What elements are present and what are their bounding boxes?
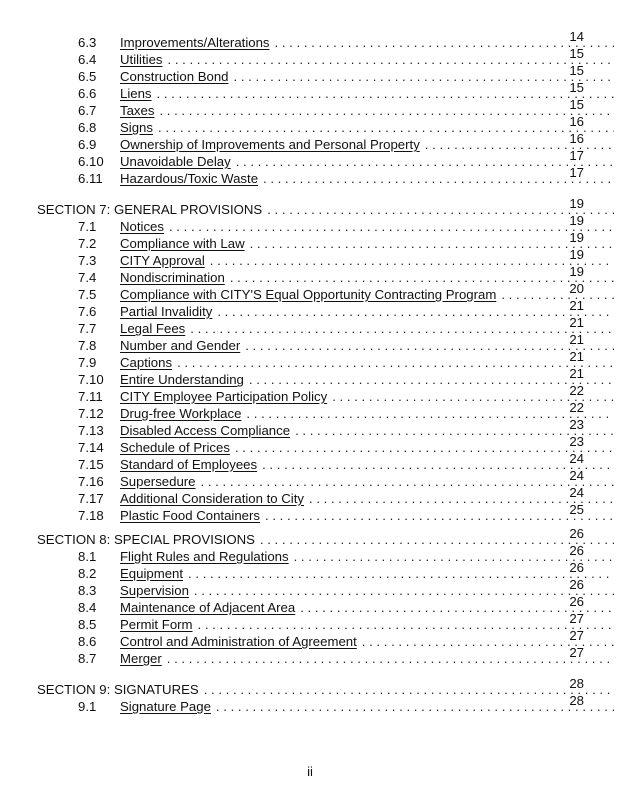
entry-page: 24 — [569, 468, 584, 483]
toc-entry — [0, 468, 620, 489]
entry-title: CITY Employee Participation Policy — [120, 389, 328, 404]
toc-entry — [0, 485, 620, 506]
entry-number: 7.6 — [78, 304, 97, 319]
entry-page: 21 — [569, 298, 584, 313]
entry-title: Control and Administration of Agreement — [120, 634, 357, 649]
page-folio: ii — [307, 764, 313, 779]
entry-page: 27 — [569, 611, 584, 626]
toc-entry — [0, 594, 620, 615]
entry-title: Compliance with CITY'S Equal Opportunity Contracting Program — [120, 287, 497, 302]
toc-entry — [0, 451, 620, 472]
entry-page: 15 — [569, 63, 584, 78]
entry-number: 6.6 — [78, 86, 97, 101]
entry-title: Flight Rules and Regulations — [120, 549, 289, 564]
entry-page: 22 — [569, 383, 584, 398]
entry-page: 14 — [569, 29, 584, 44]
toc-entry — [0, 63, 620, 84]
entry-number: 7.13 — [78, 423, 104, 438]
entry-page: 25 — [569, 502, 584, 517]
toc-entry — [0, 611, 620, 632]
entry-number: 8.7 — [78, 651, 97, 666]
entry-title: Hazardous/Toxic Waste — [120, 171, 259, 186]
entry-title: Unavoidable Delay — [120, 154, 231, 169]
entry-number: 8.5 — [78, 617, 97, 632]
entry-number: 7.3 — [78, 253, 97, 268]
toc-entry — [0, 577, 620, 598]
entry-page: 23 — [569, 417, 584, 432]
dot-leader — [158, 120, 614, 135]
entry-number: 8.4 — [78, 600, 97, 615]
toc-entry — [0, 400, 620, 421]
entry-number: 6.9 — [78, 137, 97, 152]
dot-leader — [230, 270, 614, 285]
dot-leader — [168, 52, 615, 67]
entry-number: 7.12 — [78, 406, 104, 421]
entry-title: Entire Understanding — [120, 372, 244, 387]
entry-page: 16 — [569, 114, 584, 129]
entry-title: CITY Approval — [120, 253, 205, 268]
toc-entry — [0, 114, 620, 135]
entry-title: Disabled Access Compliance — [120, 423, 291, 438]
toc-entry — [0, 434, 620, 455]
section-page: 26 — [569, 526, 584, 541]
entry-title: Standard of Employees — [120, 457, 258, 472]
entry-page: 26 — [569, 577, 584, 592]
entry-number: 7.15 — [78, 457, 104, 472]
entry-page: 26 — [569, 560, 584, 575]
entry-title: Captions — [120, 355, 173, 370]
dot-leader — [177, 355, 614, 370]
entry-title: Partial Invalidity — [120, 304, 213, 319]
entry-number: 6.8 — [78, 120, 97, 135]
entry-page: 21 — [569, 315, 584, 330]
dot-leader — [246, 406, 614, 421]
dot-leader — [194, 583, 614, 598]
entry-page: 24 — [569, 485, 584, 500]
toc-entry — [0, 502, 620, 523]
dot-leader — [235, 440, 614, 455]
section-title: SECTION 9: SIGNATURES — [37, 682, 199, 697]
toc-entry — [0, 349, 620, 370]
entry-number: 6.5 — [78, 69, 97, 84]
entry-page: 17 — [569, 148, 584, 163]
entry-title: Equipment — [120, 566, 184, 581]
entry-page: 27 — [569, 645, 584, 660]
entry-page: 19 — [569, 247, 584, 262]
entry-page: 19 — [569, 230, 584, 245]
toc-entry — [0, 213, 620, 234]
entry-number: 9.1 — [78, 699, 97, 714]
entry-number: 8.3 — [78, 583, 97, 598]
toc-entry — [0, 693, 620, 714]
entry-title: Construction Bond — [120, 69, 229, 84]
entry-number: 7.7 — [78, 321, 97, 336]
entry-number: 6.7 — [78, 103, 97, 118]
toc-entry — [0, 383, 620, 404]
entry-number: 7.1 — [78, 219, 97, 234]
section-title: SECTION 7: GENERAL PROVISIONS — [37, 202, 263, 217]
entry-title: Number and Gender — [120, 338, 241, 353]
entry-number: 7.10 — [78, 372, 104, 387]
entry-page: 27 — [569, 628, 584, 643]
entry-number: 6.10 — [78, 154, 104, 169]
entry-title: Improvements/Alterations — [120, 35, 270, 50]
entry-title: Compliance with Law — [120, 236, 245, 251]
dot-leader — [245, 338, 614, 353]
dot-leader — [217, 304, 614, 319]
entry-number: 7.18 — [78, 508, 104, 523]
toc-entry — [0, 29, 620, 50]
dot-leader — [236, 154, 614, 169]
entry-page: 28 — [569, 693, 584, 708]
entry-page: 15 — [569, 80, 584, 95]
toc-entry — [0, 247, 620, 268]
entry-number: 6.11 — [78, 171, 103, 186]
entry-page: 26 — [569, 543, 584, 558]
entry-number: 6.4 — [78, 52, 97, 67]
toc-entry — [0, 281, 620, 302]
entry-page: 20 — [569, 281, 584, 296]
entry-number: 8.6 — [78, 634, 97, 649]
dot-leader — [260, 532, 614, 547]
toc-entry — [0, 628, 620, 649]
entry-title: Supervision — [120, 583, 189, 598]
entry-page: 16 — [569, 131, 584, 146]
dot-leader — [198, 617, 614, 632]
entry-title: Schedule of Prices — [120, 440, 230, 455]
toc-entry — [0, 417, 620, 438]
entry-title: Maintenance of Adjacent Area — [120, 600, 296, 615]
dot-leader — [210, 253, 614, 268]
entry-page: 21 — [569, 332, 584, 347]
entry-title: Ownership of Improvements and Personal Property — [120, 137, 420, 152]
entry-page: 17 — [569, 165, 584, 180]
dot-leader — [249, 372, 614, 387]
entry-page: 21 — [569, 366, 584, 381]
dot-leader — [201, 474, 614, 489]
entry-title: Nondiscrimination — [120, 270, 225, 285]
toc-entry — [0, 230, 620, 251]
section-heading — [0, 196, 620, 217]
dot-leader — [188, 566, 614, 581]
dot-leader — [167, 651, 614, 666]
entry-number: 7.9 — [78, 355, 97, 370]
entry-title: Additional Consideration to City — [120, 491, 304, 506]
dot-leader — [157, 86, 614, 101]
section-heading — [0, 526, 620, 547]
dot-leader — [216, 699, 614, 714]
entry-page: 19 — [569, 264, 584, 279]
entry-page: 23 — [569, 434, 584, 449]
entry-title: Plastic Food Containers — [120, 508, 261, 523]
toc-entry — [0, 97, 620, 118]
entry-number: 7.5 — [78, 287, 97, 302]
entry-page: 26 — [569, 594, 584, 609]
section-page: 28 — [569, 676, 584, 691]
section-heading — [0, 676, 620, 697]
dot-leader — [204, 682, 614, 697]
entry-number: 8.2 — [78, 566, 97, 581]
entry-page: 19 — [569, 213, 584, 228]
entry-number: 7.4 — [78, 270, 97, 285]
toc-entry — [0, 80, 620, 101]
entry-number: 7.11 — [78, 389, 103, 404]
entry-page: 15 — [569, 46, 584, 61]
entry-number: 7.2 — [78, 236, 97, 251]
toc-entry — [0, 46, 620, 67]
toc-entry — [0, 543, 620, 564]
dot-leader — [159, 103, 614, 118]
toc-entry — [0, 332, 620, 353]
entry-number: 7.8 — [78, 338, 97, 353]
dot-leader — [250, 236, 614, 251]
toc-entry — [0, 560, 620, 581]
dot-leader — [169, 219, 614, 234]
entry-title: Signs — [120, 120, 153, 135]
section-page: 19 — [569, 196, 584, 211]
toc-entry — [0, 131, 620, 152]
toc-entry — [0, 315, 620, 336]
toc-entry — [0, 165, 620, 186]
entry-title: Utilities — [120, 52, 163, 67]
entry-title: Permit Form — [120, 617, 193, 632]
dot-leader — [234, 69, 615, 84]
entry-number: 7.17 — [78, 491, 104, 506]
entry-title: Signature Page — [120, 699, 211, 714]
toc-entry — [0, 148, 620, 169]
entry-number: 8.1 — [78, 549, 97, 564]
toc-entry — [0, 645, 620, 666]
entry-page: 22 — [569, 400, 584, 415]
dot-leader — [190, 321, 614, 336]
entry-title: Supersedure — [120, 474, 196, 489]
entry-title: Merger — [120, 651, 162, 666]
entry-title: Drug-free Workplace — [120, 406, 242, 421]
dot-leader — [501, 287, 614, 302]
entry-page: 24 — [569, 451, 584, 466]
entry-page: 15 — [569, 97, 584, 112]
entry-title: Notices — [120, 219, 164, 234]
entry-number: 7.16 — [78, 474, 104, 489]
toc-entry — [0, 264, 620, 285]
entry-title: Legal Fees — [120, 321, 186, 336]
entry-title: Taxes — [120, 103, 155, 118]
toc-entry — [0, 298, 620, 319]
entry-title: Liens — [120, 86, 152, 101]
dot-leader — [425, 137, 614, 152]
toc-entry — [0, 366, 620, 387]
entry-page: 21 — [569, 349, 584, 364]
section-title: SECTION 8: SPECIAL PROVISIONS — [37, 532, 255, 547]
entry-number: 7.14 — [78, 440, 104, 455]
entry-number: 6.3 — [78, 35, 97, 50]
